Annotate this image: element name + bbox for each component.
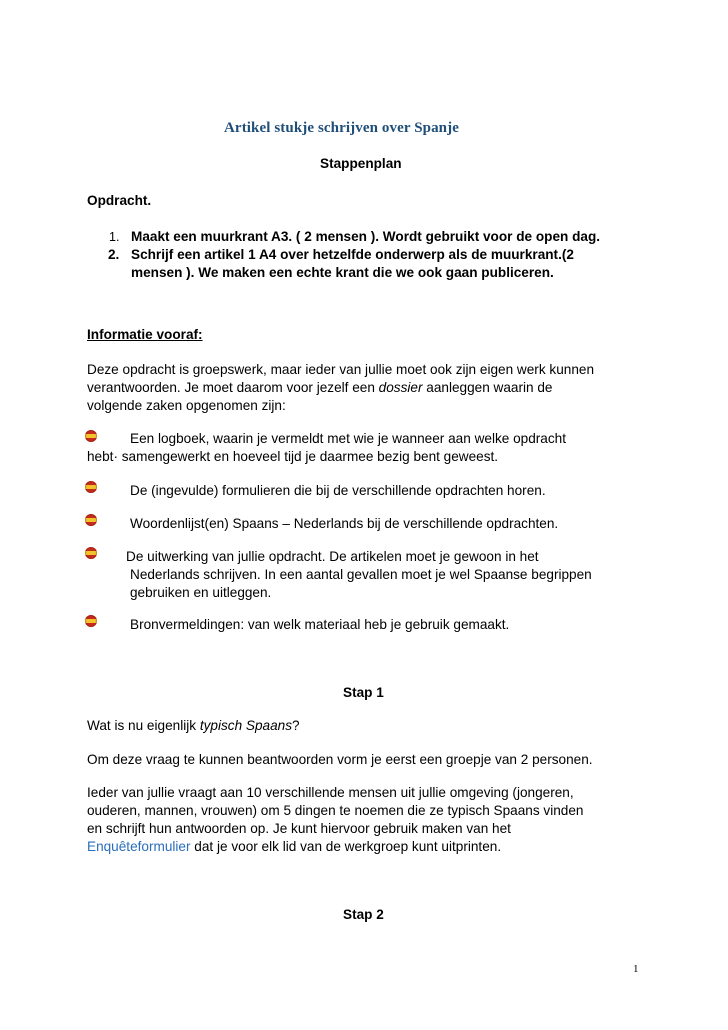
- enquete-formulier-link[interactable]: Enquêteformulier: [87, 839, 191, 854]
- bullet-4-line-2: Nederlands schrijven. In een aantal gevallen moet je wel Spaanse begrippen: [130, 567, 592, 582]
- document-subtitle: Stappenplan: [320, 156, 402, 171]
- opdracht-heading: Opdracht.: [87, 193, 152, 208]
- spain-flag-bullet-icon: [85, 430, 97, 442]
- info-heading: Informatie vooraf:: [87, 327, 203, 342]
- stap-1-paragraph-2-line-2: ouderen, mannen, vrouwen) om 5 dingen te noemen die ze typisch Spaans vinden: [87, 803, 584, 818]
- stap-1-paragraph-2-line-1: Ieder van jullie vraagt aan 10 verschillende mensen uit jullie omgeving (jongeren,: [87, 785, 574, 800]
- typisch-spaans-emphasis: typisch Spaans: [199, 718, 293, 733]
- bullet-5: Bronvermeldingen: van welk materiaal heb je gebruik gemaakt.: [130, 617, 510, 632]
- opdracht-item-2-line-1: Schrijf een artikel 1 A4 over hetzelfde onderwerp als de muurkrant.(2: [131, 247, 574, 262]
- opdracht-item-1: Maakt een muurkrant A3. ( 2 mensen ). Wordt gebruikt voor de open dag.: [131, 229, 601, 244]
- stap-1-question: Wat is nu eigenlijk typisch Spaans?: [87, 718, 300, 733]
- stap-2-heading: Stap 2: [343, 907, 384, 922]
- opdracht-item-2-line-2: mensen ). We maken een echte krant die we ook gaan publiceren.: [131, 265, 554, 280]
- bullet-4-line-3: gebruiken en uitleggen.: [130, 585, 272, 600]
- stap-1-paragraph-2-line-4: Enquêteformulier dat je voor elk lid van de werkgroep kunt uitprinten.: [87, 839, 502, 854]
- spain-flag-bullet-icon: [85, 615, 97, 627]
- info-intro-line-2: verantwoorden. Je moet daarom voor jezelf een dossier aanleggen waarin de: [87, 380, 553, 395]
- spain-flag-bullet-icon: [85, 481, 97, 493]
- bullet-2: De (ingevulde) formulieren die bij de verschillende opdrachten horen.: [130, 483, 546, 498]
- info-intro-line-1: Deze opdracht is groepswerk, maar ieder van jullie moet ook zijn eigen werk kunnen: [87, 362, 595, 377]
- stap-1-paragraph-2-line-3: en schrijft hun antwoorden op. Je kunt hiervoor gebruik maken van het: [87, 821, 511, 836]
- dossier-emphasis: dossier: [378, 380, 423, 395]
- list-number: 2.: [108, 247, 120, 262]
- info-intro-line-3: volgende zaken opgenomen zijn:: [87, 398, 286, 413]
- bullet-1-line-2: hebt· samengewerkt en hoeveel tijd je daarmee bezig bent geweest.: [87, 449, 499, 464]
- bullet-3: Woordenlijst(en) Spaans – Nederlands bij de verschillende opdrachten.: [130, 516, 559, 531]
- spain-flag-bullet-icon: [85, 514, 97, 526]
- document-title: Artikel stukje schrijven over Spanje: [224, 120, 459, 136]
- stap-1-heading: Stap 1: [343, 685, 384, 700]
- page-number: 1: [633, 963, 639, 975]
- bullet-4-line-1: De uitwerking van jullie opdracht. De artikelen moet je gewoon in het: [126, 549, 539, 564]
- stap-1-paragraph-1: Om deze vraag te kunnen beantwoorden vorm je eerst een groepje van 2 personen.: [87, 752, 593, 767]
- bullet-1-line-1: Een logboek, waarin je vermeldt met wie je wanneer aan welke opdracht: [130, 431, 566, 446]
- spain-flag-bullet-icon: [85, 547, 97, 559]
- list-number: 1.: [109, 230, 120, 244]
